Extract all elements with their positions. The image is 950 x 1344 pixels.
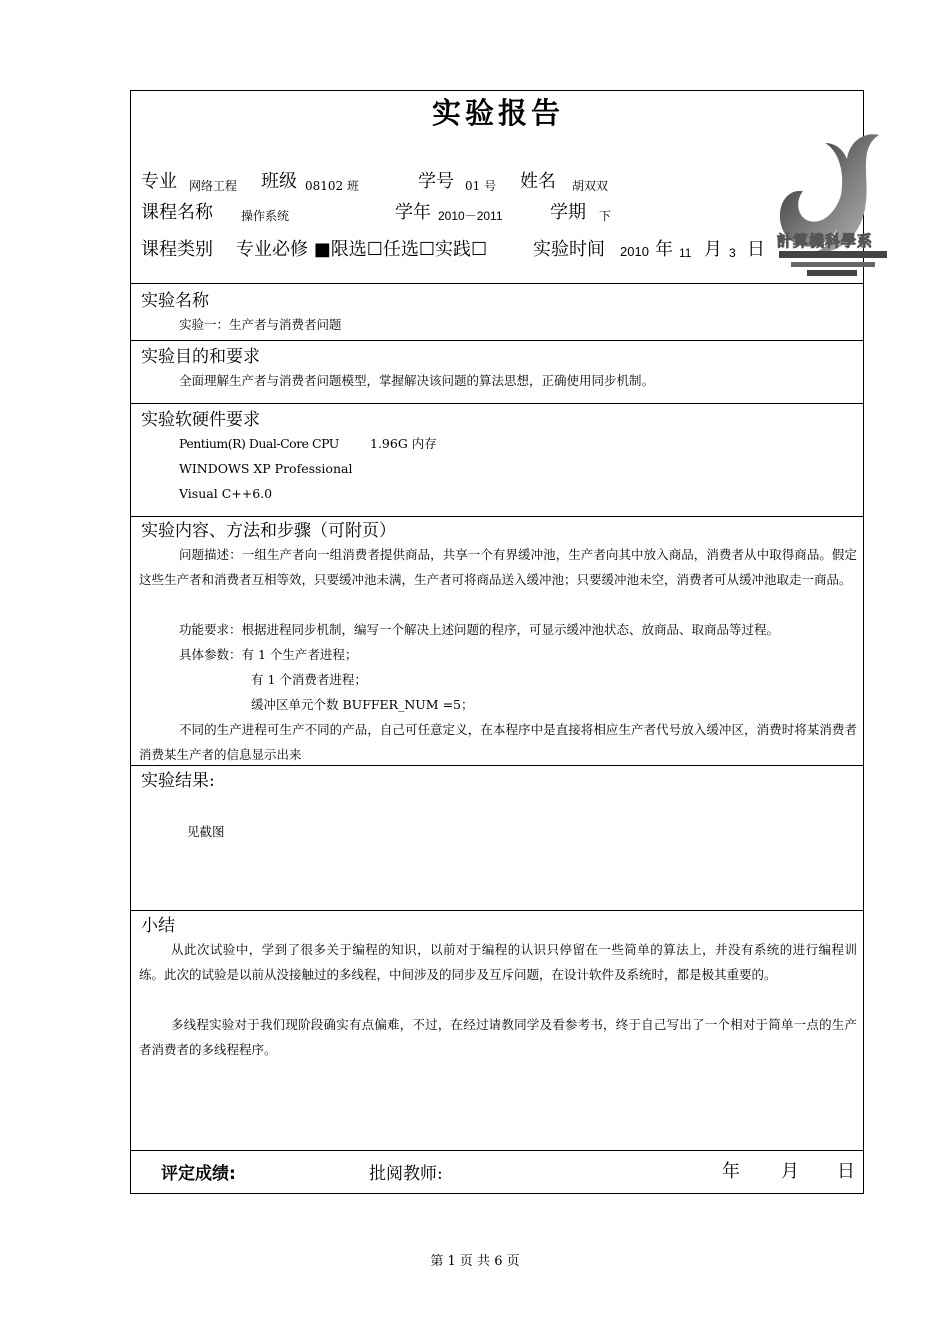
- sign-day: 日: [837, 1161, 855, 1182]
- year-label: 学年: [395, 202, 431, 223]
- divider: [131, 765, 863, 766]
- major-value: 网络工程: [189, 179, 238, 193]
- time-year: 2010: [620, 244, 649, 259]
- section-goal-text: 全面理解生产者与消费者问题模型，掌握解决该问题的算法思想，正确使用同步机制。: [179, 373, 655, 388]
- content-paragraph: 缓冲区单元个数 BUFFER_NUM =5；: [251, 697, 474, 712]
- content-paragraph: 功能要求：根据进程同步机制，编写一个解决上述问题的程序，可显示缓冲池状态、放商品、取商品等过程。: [179, 622, 780, 637]
- logo-graphic: [767, 129, 889, 279]
- summary-paragraph: 从此次试验中，学到了很多关于编程的知识，以前对于编程的认识只停留在一些简单的算法上，并没有系统的进行编程训练。此次的试验是以前从没接触过的多线程，中间涉及的同步及互斥问题，在设计软件及系统时，都是极其重要的。: [139, 942, 857, 982]
- content-paragraph: 具体参数：有 1 个生产者进程；: [179, 647, 358, 662]
- summary-paragraph: 多线程实验对于我们现阶段确实有点偏难，不过，在经过请教同学及看参考书，终于自己写出了一个相对于简单一点的生产者消费者的多线程程序。: [139, 1017, 857, 1057]
- report-frame: [130, 90, 874, 1194]
- page-footer: 第 1 页 共 6 页: [430, 1254, 520, 1269]
- report-title: 实验报告: [431, 96, 564, 130]
- logo-text: 計算機科學系: [777, 232, 874, 250]
- divider: [131, 340, 863, 341]
- env-os: WINDOWS XP Professional: [179, 461, 353, 476]
- section-name-text: 实验一：生产者与消费者问题: [179, 317, 342, 332]
- day-char: 日: [747, 239, 765, 260]
- env-cpu: Pentium(R) Dual-Core CPU: [179, 436, 339, 451]
- category-label: 课程类别: [141, 239, 213, 260]
- year-value: 2010－2011: [438, 209, 503, 223]
- year-char: 年: [655, 239, 673, 260]
- sign-year: 年: [722, 1161, 740, 1182]
- section-summary-title: 小结: [141, 916, 175, 936]
- course-label: 课程名称: [141, 202, 213, 223]
- grade-label: 评定成绩:: [161, 1164, 236, 1184]
- time-label: 实验时间: [533, 239, 605, 260]
- section-goal-title: 实验目的和要求: [141, 347, 260, 367]
- name-value: 胡双双: [572, 179, 609, 193]
- name-label: 姓名: [520, 171, 556, 192]
- section-env-title: 实验软硬件要求: [141, 410, 260, 430]
- category-options: 专业必修 ■限选☐任选☐实践☐: [236, 239, 488, 260]
- course-value: 操作系统: [241, 209, 290, 223]
- term-label: 学期: [550, 202, 586, 223]
- number-label: 学号: [418, 171, 454, 192]
- divider: [131, 403, 863, 404]
- class-value: 08102 班: [305, 179, 359, 193]
- divider: [131, 910, 863, 911]
- teacher-label: 批阅教师:: [369, 1164, 443, 1184]
- major-label: 专业: [141, 171, 177, 192]
- content-paragraph: 问题描述：一组生产者向一组消费者提供商品，共享一个有界缓冲池，生产者向其中放入商品，消费者从中取得商品。假定这些生产者和消费者互相等效，只要缓冲池未满，生产者可将商品送入缓冲池；只要缓冲池未空，消费者可从缓冲池取走一商品。: [139, 547, 857, 587]
- term-value: 下: [599, 209, 612, 223]
- divider: [131, 283, 863, 284]
- number-value: 01 号: [465, 179, 497, 193]
- env-mem: 1.96G 内存: [370, 436, 437, 451]
- content-paragraph: 有 1 个消费者进程；: [251, 672, 367, 687]
- time-month: 11: [679, 246, 692, 260]
- content-paragraph: 不同的生产进程可生产不同的产品，自己可任意定义，在本程序中是直接将相应生产者代号放入缓冲区，消费时将某消费者消费某生产者的信息显示出来: [139, 722, 857, 762]
- class-label: 班级: [261, 171, 297, 192]
- sign-month: 月: [781, 1161, 799, 1182]
- department-logo: [767, 129, 889, 279]
- section-result-text: 见截图: [187, 824, 225, 839]
- section-content-title: 实验内容、方法和步骤（可附页）: [141, 521, 396, 541]
- time-day: 3: [729, 246, 736, 260]
- env-ide: Visual C++6.0: [179, 486, 273, 501]
- month-char: 月: [704, 239, 722, 260]
- section-name-title: 实验名称: [141, 291, 209, 311]
- section-result-title: 实验结果:: [141, 771, 215, 791]
- divider: [131, 1150, 863, 1151]
